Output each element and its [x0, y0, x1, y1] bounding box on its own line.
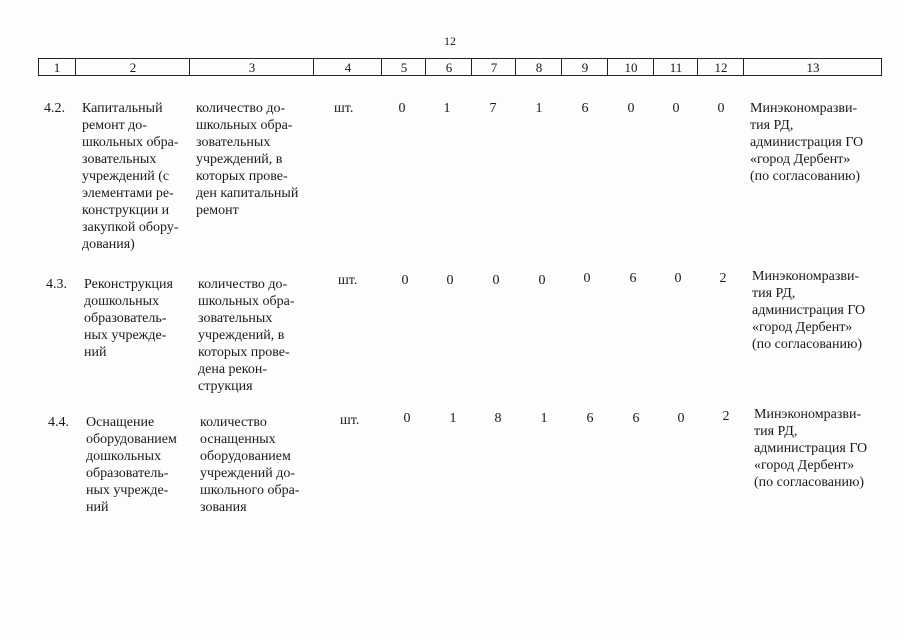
- header-col-3: 3: [189, 59, 314, 75]
- header-col-11: 11: [653, 59, 698, 75]
- row-unit: шт.: [340, 413, 360, 428]
- row-value: 0: [538, 273, 546, 288]
- header-col-6: 6: [425, 59, 472, 75]
- row-value: 7: [489, 101, 497, 116]
- header-col-9: 9: [561, 59, 608, 75]
- header-col-4: 4: [313, 59, 382, 75]
- row-id: 4.2.: [44, 101, 65, 116]
- row-value: 0: [677, 411, 685, 426]
- row-indicator: количество до- школьных обра- зовательных учреждений, в которых прове- дена рекон- струкция: [198, 277, 295, 394]
- row-value: 0: [583, 271, 591, 286]
- row-value: 0: [672, 101, 680, 116]
- header-col-2: 2: [75, 59, 190, 75]
- row-value: 0: [717, 101, 725, 116]
- row-value: 0: [403, 411, 411, 426]
- row-name: Оснащение оборудованием дошкольных образователь- ных учрежде- ний: [86, 415, 177, 515]
- row-value: 1: [535, 101, 543, 116]
- row-name: Капитальный ремонт до- школьных обра- зовательных учреждений (с элементами ре- конструкции и закупкой обору- дования): [82, 101, 179, 252]
- row-value: 0: [401, 273, 409, 288]
- row-value: 1: [540, 411, 548, 426]
- row-name: Реконструкция дошкольных образователь- ных учрежде- ний: [84, 277, 173, 360]
- header-col-13: 13: [743, 59, 882, 75]
- row-value: 6: [581, 101, 589, 116]
- header-col-1: 1: [53, 60, 61, 75]
- row-value: 2: [722, 409, 730, 424]
- row-indicator: количество оснащенных оборудованием учреждений до- школьного обра- зования: [200, 415, 300, 515]
- row-indicator: количество до- школьных обра- зовательных учреждений, в которых прове- ден капитальный ремонт: [196, 101, 299, 218]
- row-id: 4.4.: [48, 415, 69, 430]
- page-number: 12: [444, 34, 456, 48]
- table-header-row: [38, 58, 882, 76]
- row-value: 0: [398, 101, 406, 116]
- row-value: 6: [629, 271, 637, 286]
- row-value: 6: [586, 411, 594, 426]
- row-responsible: Минэкономразви- тия РД, администрация ГО «город Дербент» (по согласованию): [752, 269, 866, 352]
- row-unit: шт.: [338, 273, 358, 288]
- row-value: 0: [492, 273, 500, 288]
- header-col-5: 5: [381, 59, 426, 75]
- header-col-7: 7: [471, 59, 516, 75]
- row-value: 0: [674, 271, 682, 286]
- row-value: 6: [632, 411, 640, 426]
- header-col-12: 12: [697, 59, 744, 75]
- row-id: 4.3.: [46, 277, 67, 292]
- row-value: 0: [627, 101, 635, 116]
- row-value: 1: [449, 411, 457, 426]
- row-value: 1: [443, 101, 451, 116]
- row-value: 8: [494, 411, 502, 426]
- header-col-8: 8: [515, 59, 562, 75]
- row-responsible: Минэкономразви- тия РД, администрация ГО «город Дербент» (по согласованию): [754, 407, 868, 490]
- row-unit: шт.: [334, 101, 354, 116]
- header-col-10: 10: [607, 59, 654, 75]
- row-value: 0: [446, 273, 454, 288]
- row-value: 2: [719, 271, 727, 286]
- row-responsible: Минэкономразви- тия РД, администрация ГО «город Дербент» (по согласованию): [750, 101, 864, 184]
